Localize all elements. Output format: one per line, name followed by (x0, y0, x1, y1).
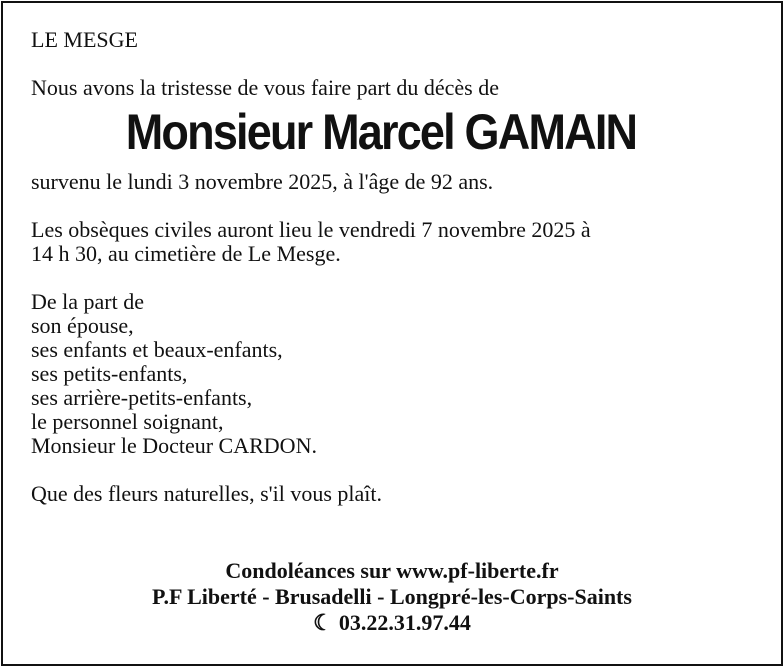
condolences-link-text: Condoléances sur www.pf-liberte.fr (225, 558, 559, 583)
family-line: son épouse, (31, 313, 134, 338)
location: LE MESGE (31, 27, 138, 52)
obituary-notice (31, 28, 731, 506)
family-line: De la part de (31, 289, 144, 314)
phone-number: 03.22.31.97.44 (338, 610, 471, 635)
family-line: ses enfants et beaux-enfants, (31, 337, 283, 362)
deceased-name: Monsieur Marcel GAMAIN (125, 104, 637, 160)
phone-icon: ☾ (313, 610, 333, 635)
family-line: ses petits-enfants, (31, 361, 188, 386)
funeral-line: Les obsèques civiles auront lieu le vendredi 7 novembre 2025 à (31, 217, 591, 242)
intro-text: Nous avons la tristesse de vous faire part du décès de (31, 75, 499, 100)
funeral-home-name: P.F Liberté - Brusadelli - Longpré-les-Corps-Saints (152, 584, 632, 609)
family-line: ses arrière-petits-enfants, (31, 385, 253, 410)
death-info: survenu le lundi 3 novembre 2025, à l'âge de 92 ans. (31, 169, 494, 194)
family-line: Monsieur le Docteur CARDON. (31, 433, 317, 458)
flowers-note: Que des fleurs naturelles, s'il vous plaît. (31, 481, 383, 506)
family-line: le personnel soignant, (31, 409, 224, 434)
funeral-home-footer (2, 558, 782, 636)
phone-line (2, 610, 782, 636)
funeral-line: 14 h 30, au cimetière de Le Mesge. (31, 241, 341, 266)
